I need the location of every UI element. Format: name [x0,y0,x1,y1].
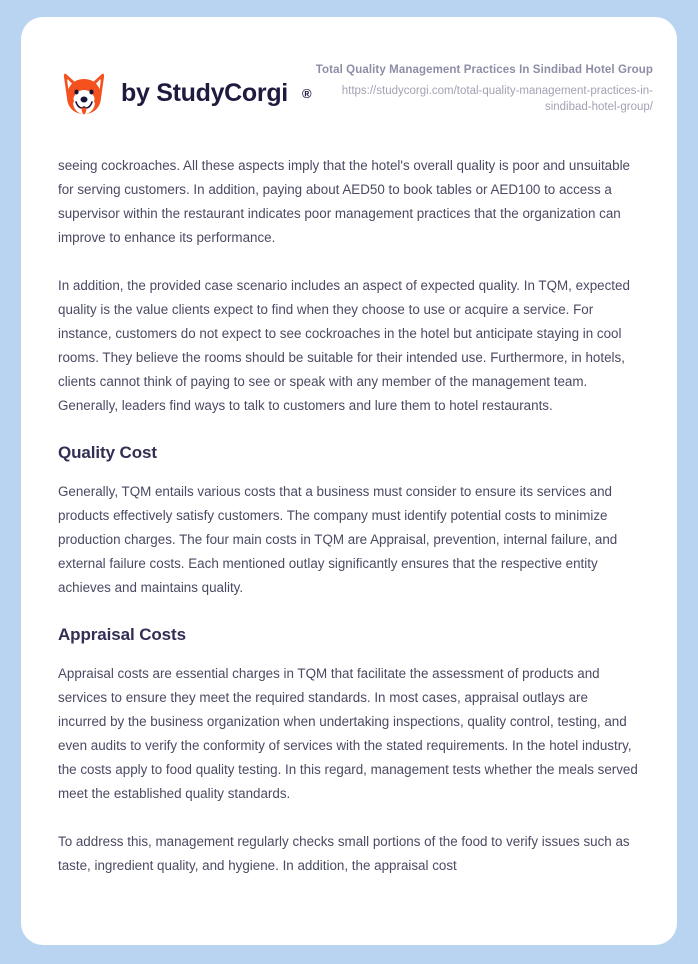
body-paragraph: Appraisal costs are essential charges in TQM that facilitate the assessment of products and services to ensure they meet the required standards. In most cases, appraisal outlays are incurred by the business organization when undertaking inspections, quality control, testing, and even audits to verify the conformity of services with the stated requirements. In the hotel industry, the costs apply to food quality testing. In this regard, management tests whether the meals served meet the established quality standards. [58,666,638,802]
brand-name-text: by StudyCorgi [121,78,288,107]
document-header [21,17,677,118]
document-page-card [21,17,677,945]
section-heading: Quality Cost [58,443,157,462]
body-paragraph: To address this, management regularly checks small portions of the food to verify issues such as taste, ingredient quality, and hygiene. In addition, the appraisal cost [58,834,630,874]
registered-trademark-icon: ® [301,85,312,101]
section-heading: Appraisal Costs [58,625,186,645]
body-paragraph: seeing cockroaches. All these aspects imply that the hotel's overall quality is poor and unsuitable for serving customers. In addition, paying about AED50 to book tables or AED100 to access a supervisor within the restaurant indicates poor management practices that the organization can improve to enhance its performance. [58,158,630,245]
header-meta [312,62,653,115]
brand-logo[interactable] [59,62,312,118]
body-paragraph: In addition, the provided case scenario includes an aspect of expected quality. In TQM, expected quality is the value clients expect to find when they choose to use or acquire a service. For instance, customers do not expect to see cockroaches in the hotel but anticipate staying in cool rooms. They believe the rooms should be suitable for their intended use. Furthermore, in hotels, clients cannot think of paying to see or speak with any member of the management team. Generally, leaders find ways to talk to customers and lure them to hotel restaurants. [58,278,630,413]
page-title: Total Quality Management Practices In Sindibad Hotel Group [315,64,653,76]
body-paragraph: Generally, TQM entails various costs that a business must consider to ensure its services and products effectively satisfy customers. The company must identify potential costs to minimize production charges. The four main costs in TQM are Appraisal, prevention, internal failure, and external failure costs. Each mentioned outlay significantly ensures that the respective entity achieves and maintains quality. [58,484,618,596]
document-body [21,154,677,878]
page-url[interactable]: https://studycorgi.com/total-quality-management-practices-in-sindibad-hotel-group/ [341,85,653,113]
corgi-head-icon [59,68,109,118]
